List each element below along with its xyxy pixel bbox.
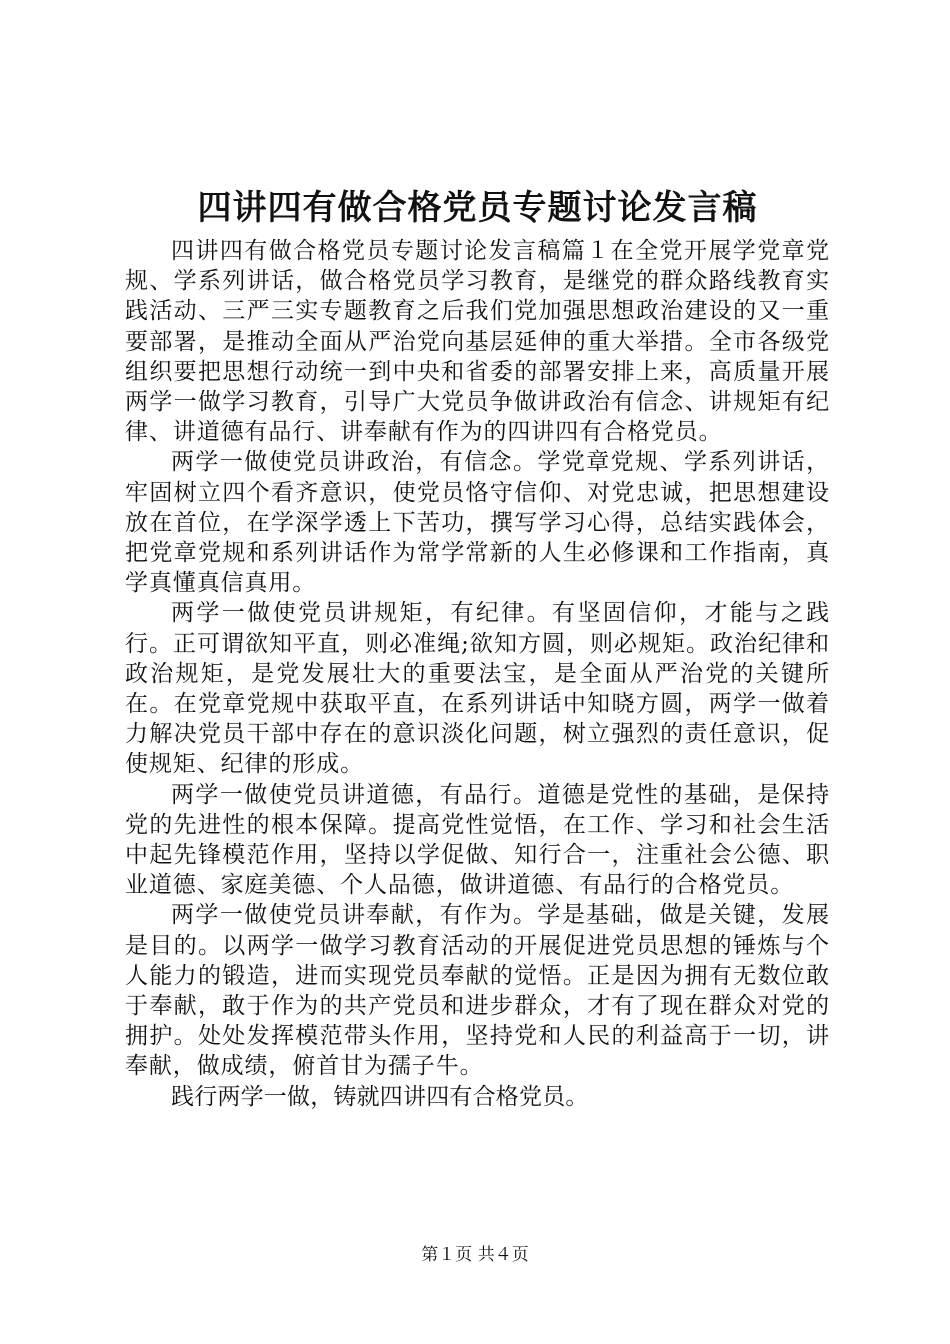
- document-title: 四讲四有做合格党员专题讨论发言稿: [197, 188, 758, 228]
- document-page: [125, 180, 830, 1112]
- paragraph-rules: 两学一做使党员讲规矩，有纪律。有坚固信仰，才能与之践行。正可谓欲知平直，则必准绳;欲知方圆，则必规矩。政治纪律和政治规矩，是党发展壮大的重要法宝，是全面从严治党的关键所在。在党章党规中获取平直，在系列讲话中知晓方圆，两学一做着力解决党员干部中存在的意识淡化问题，树立强烈的责任意识，促使规矩、纪律的形成。: [125, 600, 830, 778]
- document-body: [125, 236, 830, 1112]
- paragraph-morality: 两学一做使党员讲道德，有品行。道德是党性的基础，是保持党的先进性的根本保障。提高党性觉悟，在工作、学习和社会生活中起先锋模范作用，坚持以学促做、知行合一，注重社会公德、职业道德、家庭美德、个人品德，做讲道德、有品行的合格党员。: [125, 781, 830, 899]
- paragraph-dedication: 两学一做使党员讲奉献，有作为。学是基础，做是关键，发展是目的。以两学一做学习教育活动的开展促进党员思想的锤炼与个人能力的锻造，进而实现党员奉献的觉悟。正是因为拥有无数位敢于奉献，敢于作为的共产党员和进步群众，才有了现在群众对党的拥护。处处发挥模范带头作用，坚持党和人民的利益高于一切，讲奉献，做成绩，俯首甘为孺子牛。: [125, 902, 830, 1080]
- page-footer: 第１页 共４页: [421, 1245, 529, 1265]
- paragraph-politics: 两学一做使党员讲政治，有信念。学党章党规、学系列讲话，牢固树立四个看齐意识，使党员恪守信仰、对党忠诚，把思想建设放在首位，在学深学透上下苦功，撰写学习心得，总结实践体会，把党章党规和系列讲话作为常学常新的人生必修课和工作指南，真学真懂真信真用。: [125, 449, 830, 597]
- paragraph-closing: 践行两学一做，铸就四讲四有合格党员。: [171, 1083, 589, 1110]
- paragraph-intro: 四讲四有做合格党员专题讨论发言稿篇１在全党开展学党章党规、学系列讲话，做合格党员学习教育，是继党的群众路线教育实践活动、三严三实专题教育之后我们党加强思想政治建设的又一重要部署，是推动全面从严治党向基层延伸的重大举措。全市各级党组织要把思想行动统一到中央和省委的部署安排上来，高质量开展两学一做学习教育，引导广大党员争做讲政治有信念、讲规矩有纪律、讲道德有品行、讲奉献有作为的四讲四有合格党员。: [125, 238, 830, 446]
